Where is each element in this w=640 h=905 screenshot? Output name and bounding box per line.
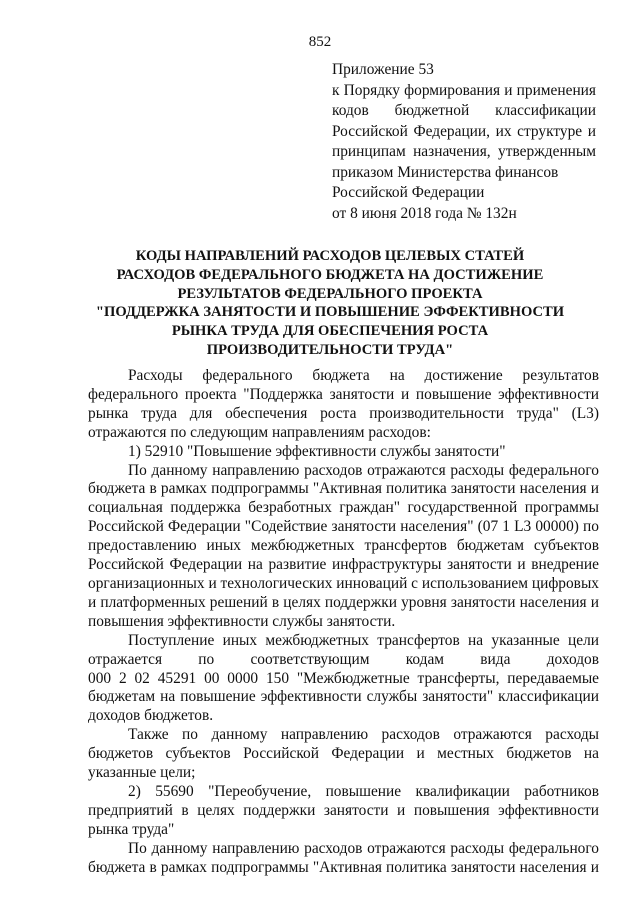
- body-line: отражаются по следующим направлениям расходов:: [88, 423, 431, 441]
- body-line: повышения эффективности службы занятости.: [88, 612, 396, 630]
- page-number: 852: [308, 34, 332, 50]
- body-line: и платформенных решений в целях поддержки уровня занятости населения и: [88, 593, 599, 611]
- title-line: РЫНКА ТРУДА ДЛЯ ОБЕСПЕЧЕНИЯ РОСТА: [171, 323, 489, 340]
- appendix-line: Российской Федерации, их структуре и: [332, 122, 596, 140]
- body-line: рынка труда": [88, 820, 175, 838]
- title-line: РАСХОДОВ ФЕДЕРАЛЬНОГО БЮДЖЕТА НА ДОСТИЖЕНИЕ: [116, 266, 544, 283]
- title-line: КОДЫ НАПРАВЛЕНИЙ РАСХОДОВ ЦЕЛЕВЫХ СТАТЕЙ: [135, 248, 525, 264]
- appendix-line: кодов бюджетной классификации: [332, 102, 596, 119]
- title-line: ПРОИЗВОДИТЕЛЬНОСТИ ТРУДА": [206, 341, 454, 358]
- body-line: бюджетам на повышение эффективности службы занятости" классификации: [88, 688, 599, 706]
- title-line: РЕЗУЛЬТАТОВ ФЕДЕРАЛЬНОГО ПРОЕКТА: [177, 285, 483, 302]
- appendix-line: приказом Министерства финансов: [332, 163, 559, 181]
- document-title: [60, 247, 600, 360]
- body-line: 1) 52910 "Повышение эффективности службы занятости": [128, 442, 506, 460]
- body-line: По данному направлению расходов отражаются расходы федерального: [128, 461, 599, 479]
- body-line: бюджета в рамках подпрограммы "Активная политика занятости населения и: [88, 858, 599, 876]
- body-line: доходов бюджетов.: [88, 707, 214, 725]
- appendix-line: от 8 июня 2018 года № 132н: [332, 204, 517, 222]
- title-line: "ПОДДЕРЖКА ЗАНЯТОСТИ И ПОВЫШЕНИЕ ЭФФЕКТИВНОСТИ: [95, 304, 565, 321]
- body-line: Российской Федерации "Содействие занятости населения" (07 1 L3 00000) по: [88, 518, 599, 536]
- appendix-line: Приложение 53: [332, 61, 434, 78]
- body-line: 000 2 02 45291 00 0000 150 "Межбюджетные трансферты, передаваемые: [88, 669, 599, 687]
- body-line: федерального проекта "Поддержка занятости и повышение эффективности: [88, 385, 599, 403]
- appendix-line: к Порядку формирования и применения: [332, 81, 596, 99]
- body-line: социальная поддержка безработных граждан" государственной программы: [88, 499, 599, 517]
- appendix-line: принципам назначения, утвержденным: [332, 143, 596, 160]
- body-line: Поступление иных межбюджетных трансфертов на указанные цели: [128, 631, 599, 649]
- body-line: бюджетов субъектов Российской Федерации и местных бюджетов на: [88, 745, 599, 763]
- body-line: организационных и технологических инноваций с использованием цифровых: [88, 574, 599, 592]
- body-line: Также по данному направлению расходов отражаются расходы: [128, 726, 599, 744]
- body-line: Расходы федерального бюджета на достижение результатов: [128, 367, 599, 384]
- appendix-block: [332, 60, 596, 224]
- appendix-line: Российской Федерации: [332, 184, 485, 201]
- body-line: указанные цели;: [88, 764, 196, 782]
- body-line: По данному направлению расходов отражаются расходы федерального: [128, 839, 599, 857]
- body-line: отражается по соответствующим кодам вида доходов: [88, 650, 599, 668]
- body-line: Российской Федерации на развитие инфраструктуры занятости и внедрение: [88, 556, 599, 574]
- body-line: предоставлению иных межбюджетных трансфертов бюджетам субъектов: [88, 537, 599, 555]
- body-line: рынка труда для обеспечения роста производительности труда" (L3): [88, 404, 599, 422]
- body-line: бюджета в рамках подпрограммы "Активная политика занятости населения и: [88, 480, 599, 498]
- body-line: 2) 55690 "Переобучение, повышение квалификации работников: [128, 782, 599, 800]
- body-line: предприятий в целях поддержки занятости и повышения эффективности: [88, 801, 599, 819]
- document-body: [88, 367, 599, 877]
